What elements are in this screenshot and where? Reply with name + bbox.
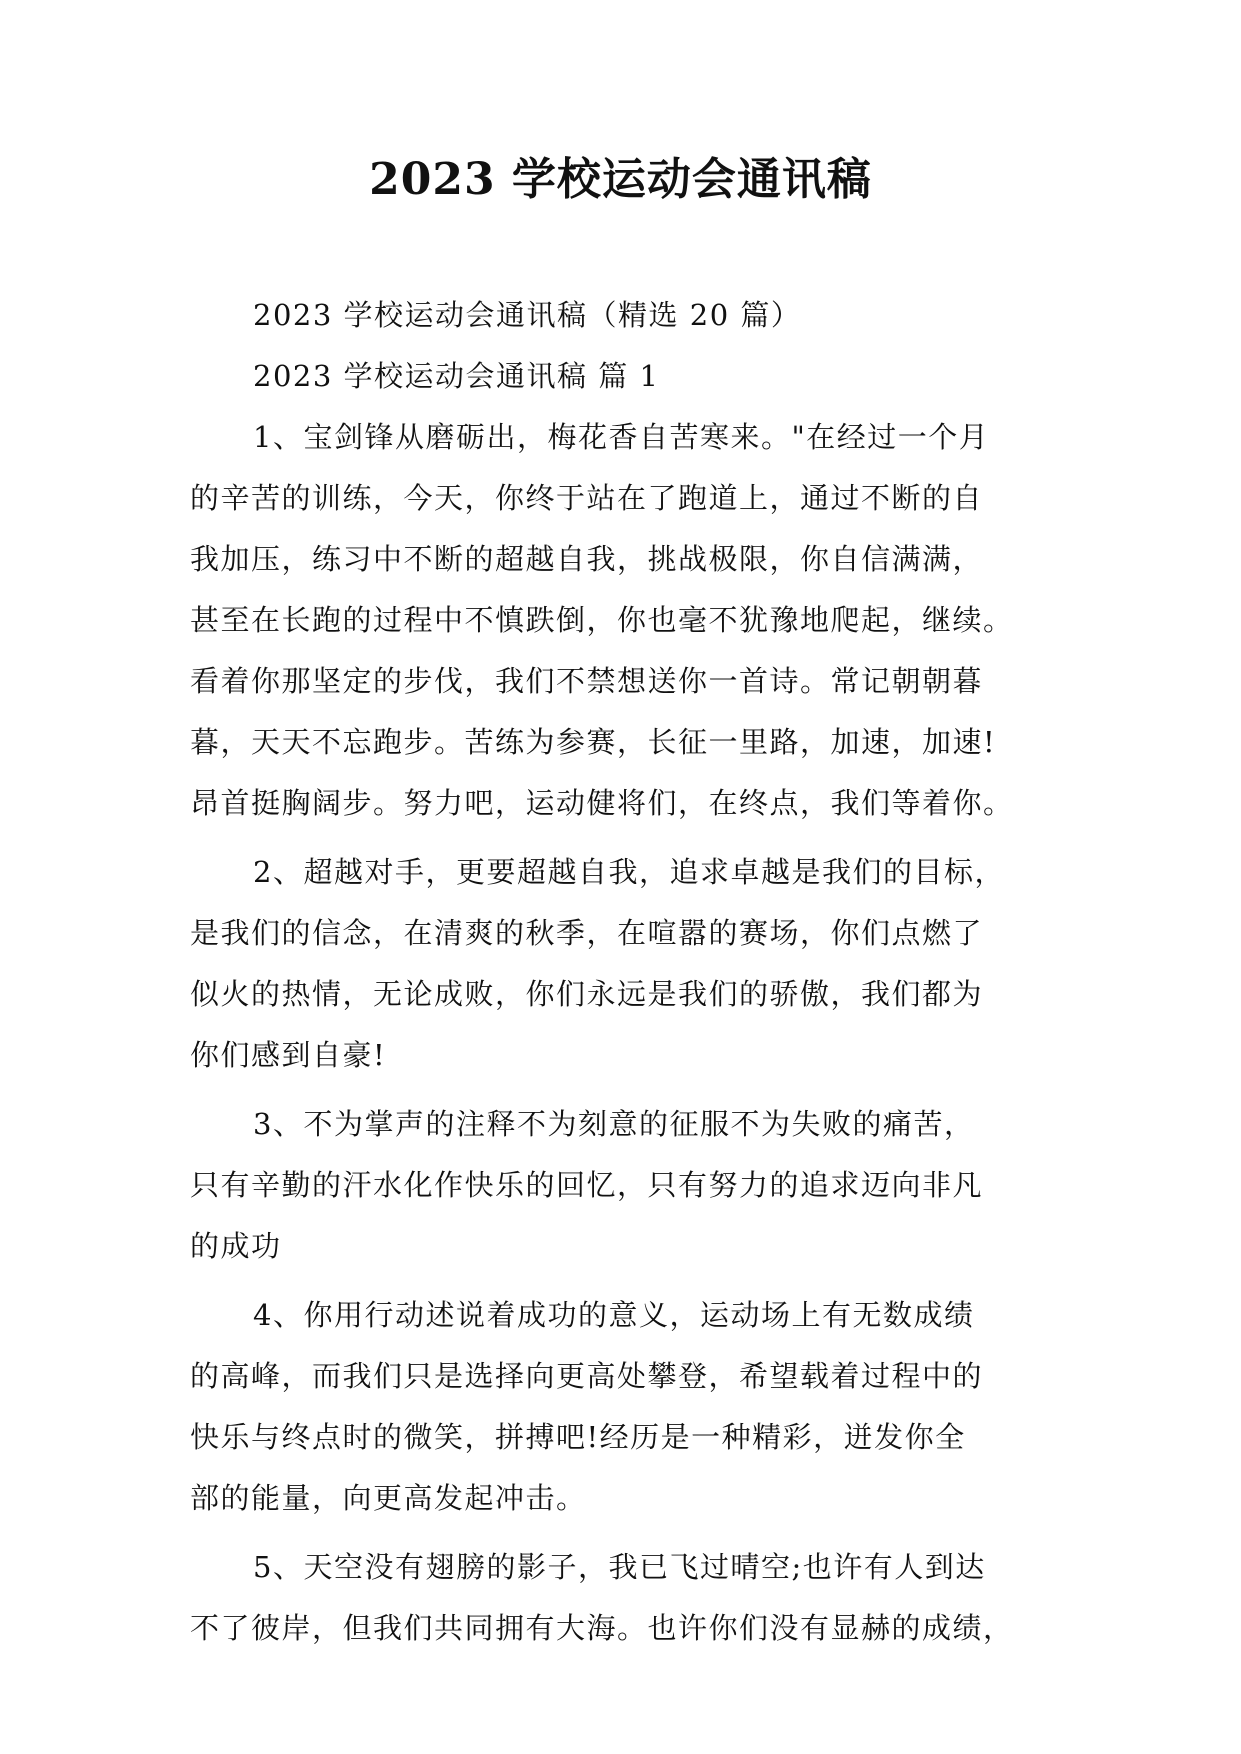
paragraph-spacer — [190, 834, 1065, 842]
paragraph-line: 快乐与终点时的微笑，拼搏吧!经历是一种精彩，迸发你全 — [190, 1420, 966, 1454]
paragraph-line: 5、天空没有翅膀的影子，我已飞过晴空;也许有人到达 — [253, 1550, 986, 1584]
document-title: 2023 学校运动会通讯稿 — [369, 154, 872, 205]
paragraph-line: 2、超越对手，更要超越自我，追求卓越是我们的目标， — [253, 855, 1005, 889]
paragraph-1 — [190, 407, 1065, 834]
paragraph-line: 是我们的信念，在清爽的秋季，在喧嚣的赛场，你们点燃了 — [190, 916, 984, 950]
paragraph-line: 的成功 — [190, 1229, 282, 1263]
paragraph-line: 只有辛勤的汗水化作快乐的回忆，只有努力的追求迈向非凡 — [190, 1168, 984, 1202]
paragraph-3 — [190, 1094, 1065, 1277]
paragraph-2 — [190, 842, 1065, 1086]
paragraph-spacer — [190, 1277, 1065, 1285]
paragraph-line: 部的能量，向更高发起冲击。 — [190, 1481, 587, 1515]
paragraph-spacer — [190, 1529, 1065, 1537]
paragraph-line: 3、不为掌声的注释不为刻意的征服不为失败的痛苦， — [253, 1107, 975, 1141]
paragraph-line: 4、你用行动述说着成功的意义，运动场上有无数成绩 — [253, 1298, 975, 1332]
paragraph-line: 的辛苦的训练，今天，你终于站在了跑道上，通过不断的自 — [190, 481, 984, 515]
paragraph-line: 你们感到自豪! — [190, 1038, 387, 1072]
document-subtitle: 2023 学校运动会通讯稿（精选 20 篇） — [253, 298, 802, 332]
paragraph-line: 看着你那坚定的步伐，我们不禁想送你一首诗。常记朝朝暮 — [190, 664, 984, 698]
section-heading: 2023 学校运动会通讯稿 篇 1 — [253, 359, 660, 393]
paragraph-spacer — [190, 1086, 1065, 1094]
paragraph-line: 甚至在长跑的过程中不慎跌倒，你也毫不犹豫地爬起，继续。 — [190, 603, 1014, 637]
document-body — [190, 285, 1065, 1659]
paragraph-5 — [190, 1537, 1065, 1659]
paragraph-line: 我加压，练习中不断的超越自我，挑战极限，你自信满满， — [190, 542, 984, 576]
paragraph-line: 1、宝剑锋从磨砺出，梅花香自苦寒来。"在经过一个月 — [253, 420, 990, 454]
paragraph-4 — [190, 1285, 1065, 1529]
paragraph-line: 昂首挺胸阔步。努力吧，运动健将们，在终点，我们等着你。 — [190, 786, 1014, 820]
paragraph-line: 似火的热情，无论成败，你们永远是我们的骄傲，我们都为 — [190, 977, 984, 1011]
paragraph-line: 的高峰，而我们只是选择向更高处攀登，希望载着过程中的 — [190, 1359, 984, 1393]
paragraph-line: 暮，天天不忘跑步。苦练为参赛，长征一里路，加速，加速! — [190, 725, 997, 759]
paragraph-line: 不了彼岸，但我们共同拥有大海。也许你们没有显赫的成绩， — [190, 1611, 1014, 1645]
